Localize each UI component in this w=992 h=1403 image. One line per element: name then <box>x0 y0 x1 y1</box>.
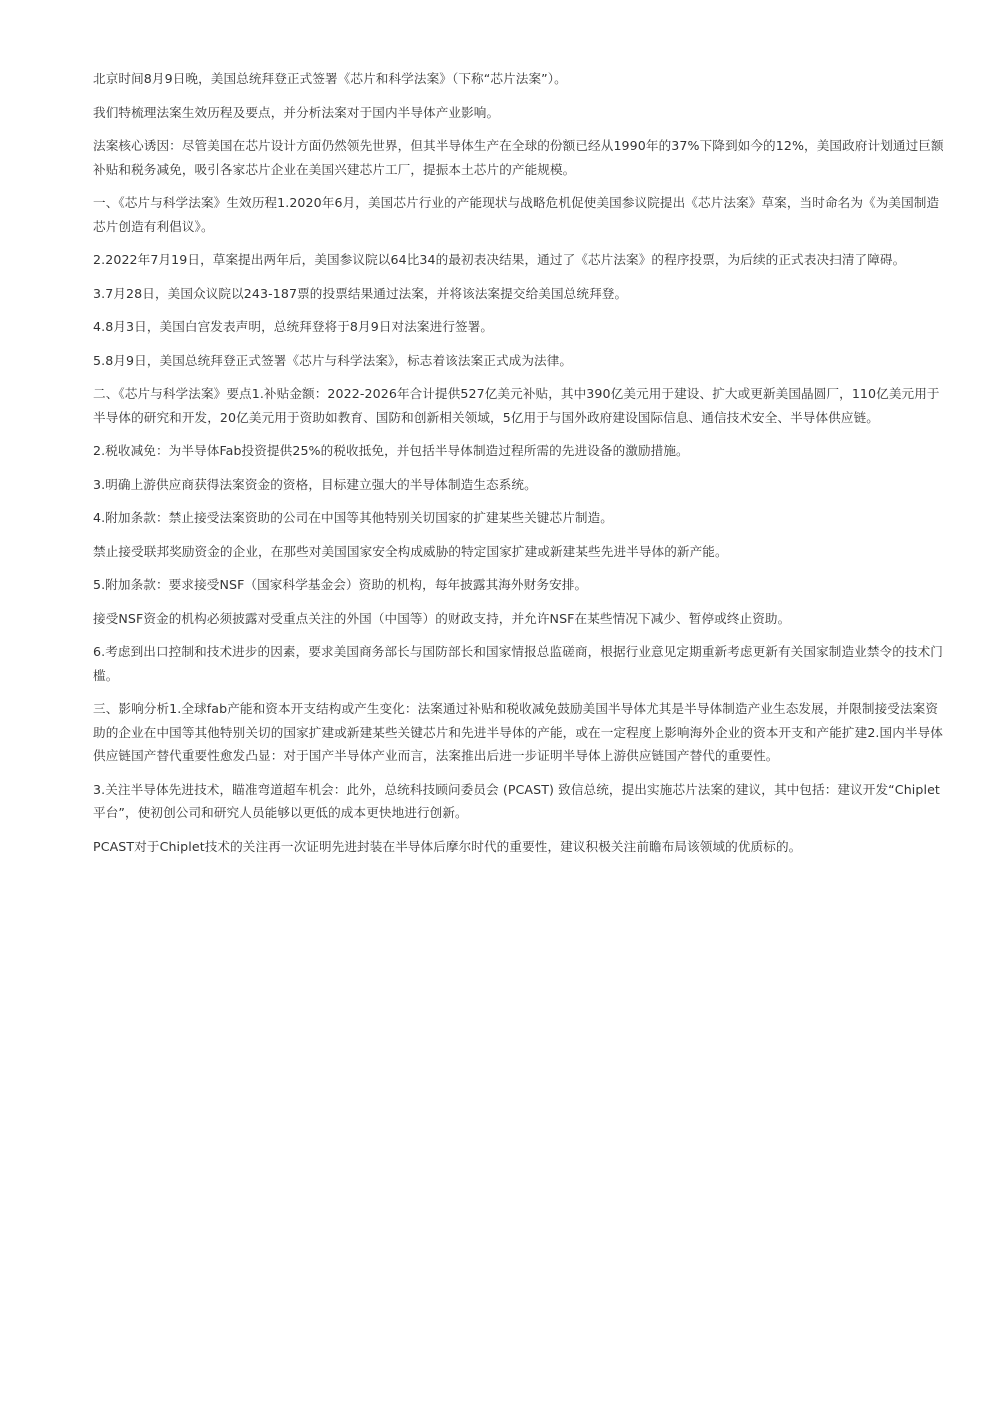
paragraph-core-cause: 法案核心诱因：尽管美国在芯片设计方面仍然领先世界，但其半导体生产在全球的份额已经从1990年的37%下降到如今的12%，美国政府计划通过巨额补贴和税务减免，吸引各家芯片企业在美国兴建芯片工厂，提振本土芯片的产能规模。 <box>93 138 944 177</box>
paragraph-history-1: 一、《芯片与科学法案》生效历程1.2020年6月，美国芯片行业的产能现状与战略危机促使美国参议院提出《芯片法案》草案，当时命名为《为美国制造芯片创造有利倡议》。 <box>93 195 940 234</box>
paragraph-analysis-3: 3.关注半导体先进技术，瞄准弯道超车机会：此外，总统科技顾问委员会 (PCAST) 致信总统，提出实施芯片法案的建议，其中包括：建议开发“Chiplet平台”，使初创公司和研究人员能够以更低的成本更快地进行创新。 <box>93 781 940 820</box>
article-body <box>93 67 945 868</box>
paragraph-history-5: 5.8月9日，美国总统拜登正式签署《芯片与科学法案》，标志着该法案正式成为法律。 <box>93 352 573 368</box>
paragraph-points-2: 2.税收减免：为半导体Fab投资提供25%的税收抵免，并包括半导体制造过程所需的先进设备的激励措施。 <box>93 443 689 458</box>
paragraph-intro: 北京时间8月9日晚，美国总统拜登正式签署《芯片和科学法案》（下称“芯片法案”）。 <box>93 71 567 86</box>
paragraph-points-4: 4.附加条款：禁止接受法案资助的公司在中国等其他特别关切国家的扩建某些关键芯片制造。 <box>93 510 613 525</box>
paragraph-points-1: 二、《芯片与科学法案》要点1.补贴金额：2022-2026年合计提供527亿美元补贴，其中390亿美元用于建设、扩大或更新美国晶圆厂，110亿美元用于半导体的研究和开发，20亿美元用于资助如教育、国防和创新相关领域，5亿用于与国外政府建设国际信息、通信技术安全、半导体供应链。 <box>93 386 940 425</box>
paragraph-points-6: 6.考虑到出口控制和技术进步的因素，要求美国商务部长与国防部长和国家情报总监磋商，根据行业意见定期重新考虑更新有关国家制造业禁令的技术门槛。 <box>93 644 944 683</box>
paragraph-points-5-detail: 接受NSF资金的机构必须披露对受重点关注的外国（中国等）的财政支持，并允许NSF在某些情况下减少、暂停或终止资助。 <box>93 610 791 626</box>
paragraph-history-3: 3.7月28日，美国众议院以243-187票的投票结果通过法案，并将该法案提交给美国总统拜登。 <box>93 285 628 301</box>
paragraph-history-2: 2.2022年7月19日，草案提出两年后，美国参议院以64比34的最初表决结果，通过了《芯片法案》的程序投票，为后续的正式表决扫清了障碍。 <box>93 252 906 267</box>
paragraph-conclusion: PCAST对于Chiplet技术的关注再一次证明先进封装在半导体后摩尔时代的重要性，建议积极关注前瞻布局该领域的优质标的。 <box>93 838 802 854</box>
paragraph-points-4-detail: 禁止接受联邦奖励资金的企业，在那些对美国国家安全构成威胁的特定国家扩建或新建某些先进半导体的新产能。 <box>93 543 728 559</box>
paragraph-points-5: 5.附加条款：要求接受NSF（国家科学基金会）资助的机构，每年披露其海外财务安排。 <box>93 577 588 592</box>
paragraph-points-3: 3.明确上游供应商获得法案资金的资格，目标建立强大的半导体制造生态系统。 <box>93 476 537 492</box>
paragraph-analysis-1-2: 三、影响分析1.全球fab产能和资本开支结构或产生变化：法案通过补贴和税收减免鼓励美国半导体尤其是半导体制造产业生态发展，并限制接受法案资助的企业在中国等其他特别关切的国家扩建或新建某些关键芯片和先进半导体的产能，或在一定程度上影响海外企业的资本开支和产能扩建2.国内半导体供应链国产替代重要性愈发凸显：对于国产半导体产业而言，法案推出后进一步证明半导体上游供应链国产替代的重要性。 <box>93 701 944 763</box>
paragraph-overview: 我们特梳理法案生效历程及要点，并分析法案对于国内半导体产业影响。 <box>93 104 500 120</box>
paragraph-history-4: 4.8月3日，美国白宫发表声明，总统拜登将于8月9日对法案进行签署。 <box>93 319 494 334</box>
